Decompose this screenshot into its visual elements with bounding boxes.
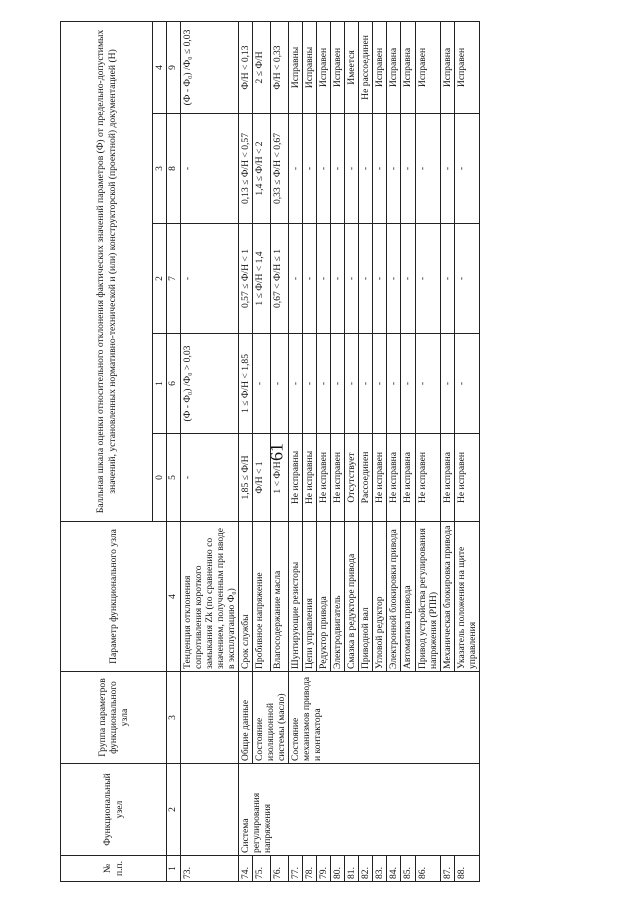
row-param: Пробивное напряжение bbox=[253, 522, 271, 672]
row-score-1: - bbox=[387, 334, 401, 434]
header-score-2: 2 bbox=[153, 224, 167, 334]
row-score-1: (Ф - Ф₀) /Ф₀ > 0,03 bbox=[180, 334, 238, 434]
row-score-1: - bbox=[345, 334, 359, 434]
row-no: 84. bbox=[387, 856, 401, 882]
row-score-1: - bbox=[303, 334, 317, 434]
row-param: Приводной вал bbox=[359, 522, 373, 672]
header-score-3: 3 bbox=[153, 114, 167, 224]
row-score-3: - bbox=[303, 114, 317, 224]
header-score-1: 1 bbox=[153, 334, 167, 434]
colnum-3: 3 bbox=[167, 672, 181, 764]
row-no: 83. bbox=[373, 856, 387, 882]
row-score-4: Ф/Н < 0,13 bbox=[239, 21, 253, 113]
row-score-4: 2 ≤ Ф/Н bbox=[253, 21, 271, 113]
row-no: 86. bbox=[415, 856, 440, 882]
row-score-0: Не исправна bbox=[440, 434, 454, 522]
colnum-6: 6 bbox=[167, 334, 181, 434]
header-score-4: 4 bbox=[153, 21, 167, 113]
row-score-2: - bbox=[289, 224, 303, 334]
row-score-2: - bbox=[454, 224, 479, 334]
row-score-2: - bbox=[373, 224, 387, 334]
row-score-3: - bbox=[289, 114, 303, 224]
row-score-2: - bbox=[359, 224, 373, 334]
row-score-2: - bbox=[345, 224, 359, 334]
row-score-0: Не исправен bbox=[454, 434, 479, 522]
row-score-0: Ф/Н < 1 bbox=[253, 434, 271, 522]
row-score-1: - bbox=[289, 334, 303, 434]
row-score-1: - bbox=[253, 334, 271, 434]
row-score-4: Не рассоединен bbox=[359, 21, 373, 113]
row-score-3: 0,13 ≤ Ф/Н < 0,57 bbox=[239, 114, 253, 224]
row-score-4: Исправен bbox=[317, 21, 331, 113]
assessment-table bbox=[60, 21, 480, 882]
row-group bbox=[180, 672, 238, 764]
row-score-2: 1 ≤ Ф/Н < 1,4 bbox=[253, 224, 271, 334]
row-score-3: - bbox=[373, 114, 387, 224]
row-param: Тенденция отклонения сопротивления короткого замыкания Zk (по сравнению со значением, полученным при вводе в эксплуатацию Ф₀) bbox=[180, 522, 238, 672]
row-score-1: 1 ≤ Ф/Н < 1,85 bbox=[239, 334, 253, 434]
row-score-2: - bbox=[387, 224, 401, 334]
row-score-3: - bbox=[387, 114, 401, 224]
rotated-table-wrapper bbox=[60, 22, 580, 882]
table-row bbox=[253, 21, 271, 881]
row-score-3: - bbox=[440, 114, 454, 224]
row-param: Привод устройства регулирования напряжения (РПН) bbox=[415, 522, 440, 672]
row-score-1: - bbox=[359, 334, 373, 434]
row-score-3: - bbox=[359, 114, 373, 224]
row-score-2: - bbox=[440, 224, 454, 334]
row-score-3: - bbox=[454, 114, 479, 224]
row-score-1: - bbox=[454, 334, 479, 434]
row-score-3: - bbox=[345, 114, 359, 224]
row-param: Срок службы bbox=[239, 522, 253, 672]
row-score-4: Исправны bbox=[303, 21, 317, 113]
row-param: Автоматика привода bbox=[401, 522, 415, 672]
row-score-2: - bbox=[415, 224, 440, 334]
row-score-2: - bbox=[331, 224, 345, 334]
row-group: Общие данные bbox=[239, 672, 253, 764]
row-param: Шунтирующие резисторы bbox=[289, 522, 303, 672]
row-no: 79. bbox=[317, 856, 331, 882]
row-group: Состояние изоляционной системы (масло) bbox=[253, 672, 289, 764]
row-score-0: Отсутствует bbox=[345, 434, 359, 522]
row-score-0: Не исправна bbox=[401, 434, 415, 522]
row-score-0: Не исправен bbox=[373, 434, 387, 522]
row-param: Смазка в редукторе привода bbox=[345, 522, 359, 672]
row-score-4: Ф/Н < 0,33 bbox=[271, 21, 289, 113]
row-score-0: Не исправен bbox=[317, 434, 331, 522]
row-no: 87. bbox=[440, 856, 454, 882]
row-no: 76. bbox=[271, 856, 289, 882]
row-score-4: Исправна bbox=[387, 21, 401, 113]
row-score-1: - bbox=[440, 334, 454, 434]
row-score-1: - bbox=[271, 334, 289, 434]
row-no: 74. bbox=[239, 856, 253, 882]
row-score-3: - bbox=[415, 114, 440, 224]
row-score-0: - bbox=[180, 434, 238, 522]
table-row bbox=[239, 21, 253, 881]
row-score-0: 1,85 ≤ Ф/Н bbox=[239, 434, 253, 522]
row-score-4: Исправен bbox=[454, 21, 479, 113]
header-no: № п.п. bbox=[61, 856, 167, 882]
table-row bbox=[289, 21, 303, 881]
row-param: Электронной блокировки привода bbox=[387, 522, 401, 672]
row-unit: Система регулирования напряжения bbox=[239, 764, 480, 856]
colnum-4: 4 bbox=[167, 522, 181, 672]
row-score-4: Исправен bbox=[331, 21, 345, 113]
row-param: Указатель положения на щите управления bbox=[454, 522, 479, 672]
row-param: Электродвигатель bbox=[331, 522, 345, 672]
header-group: Группа параметров функционального узла bbox=[61, 672, 167, 764]
row-score-4: Исправна bbox=[440, 21, 454, 113]
row-no: 85. bbox=[401, 856, 415, 882]
header-param: Параметр функционального узла bbox=[61, 522, 167, 672]
row-score-4: Исправны bbox=[289, 21, 303, 113]
row-score-3: 0,33 ≤ Ф/Н < 0,67 bbox=[271, 114, 289, 224]
colnum-8: 8 bbox=[167, 114, 181, 224]
row-param: Редуктор привода bbox=[317, 522, 331, 672]
row-score-4: Исправна bbox=[401, 21, 415, 113]
colnum-2: 2 bbox=[167, 764, 181, 856]
row-score-2: - bbox=[401, 224, 415, 334]
table-row bbox=[180, 21, 238, 881]
row-score-4: Исправен bbox=[373, 21, 387, 113]
row-no: 80. bbox=[331, 856, 345, 882]
row-score-4: Имеется bbox=[345, 21, 359, 113]
row-score-2: - bbox=[303, 224, 317, 334]
header-scale: Балльная шкала оценки относительного отклонения фактических значений параметров (Ф) от предельно-допустимых значений, установленных нормативно-технической и (или) конструкторской (проектной) документацией (Н) bbox=[61, 21, 153, 521]
row-score-3: - bbox=[331, 114, 345, 224]
row-param: Механическая блокировка привода bbox=[440, 522, 454, 672]
row-no: 81. bbox=[345, 856, 359, 882]
row-score-0: 1 < Ф/Н bbox=[271, 434, 289, 522]
row-score-1: - bbox=[373, 334, 387, 434]
page-number: 61 bbox=[266, 443, 287, 461]
row-score-0: Не исправны bbox=[303, 434, 317, 522]
row-score-1: - bbox=[401, 334, 415, 434]
row-param: Цепи управления bbox=[303, 522, 317, 672]
row-param: Угловой редуктор bbox=[373, 522, 387, 672]
row-no: 88. bbox=[454, 856, 479, 882]
header-score-0: 0 bbox=[153, 434, 167, 522]
row-score-1: - bbox=[331, 334, 345, 434]
row-param: Влагосодержание масла bbox=[271, 522, 289, 672]
row-score-2: 0,57 ≤ Ф/Н < 1 bbox=[239, 224, 253, 334]
row-score-4: Исправен bbox=[415, 21, 440, 113]
row-score-3: - bbox=[317, 114, 331, 224]
row-no: 75. bbox=[253, 856, 271, 882]
header-unit: Функциональный узел bbox=[61, 764, 167, 856]
colnum-5: 5 bbox=[167, 434, 181, 522]
row-score-2: - bbox=[317, 224, 331, 334]
row-score-2: 0,67 < Ф/Н ≤ 1 bbox=[271, 224, 289, 334]
row-group: Состояние механизмов привода и контактора bbox=[289, 672, 479, 764]
row-score-0: Не исправны bbox=[289, 434, 303, 522]
row-score-0: Рассоединен bbox=[359, 434, 373, 522]
row-score-4: (Ф - Ф₀) /Ф₀ ≤ 0,03 bbox=[180, 21, 238, 113]
row-score-0: Не исправна bbox=[387, 434, 401, 522]
colnum-7: 7 bbox=[167, 224, 181, 334]
row-no: 77. bbox=[289, 856, 303, 882]
row-score-2: - bbox=[180, 224, 238, 334]
row-score-3: 1,4 ≤ Ф/Н < 2 bbox=[253, 114, 271, 224]
row-score-1: - bbox=[415, 334, 440, 434]
row-score-0: Не исправен bbox=[415, 434, 440, 522]
row-score-3: - bbox=[401, 114, 415, 224]
colnum-9: 9 bbox=[167, 21, 181, 113]
row-score-0: Не исправен bbox=[331, 434, 345, 522]
row-no: 73. bbox=[180, 856, 238, 882]
row-score-1: - bbox=[317, 334, 331, 434]
row-no: 82. bbox=[359, 856, 373, 882]
row-unit bbox=[180, 764, 238, 856]
row-score-3: - bbox=[180, 114, 238, 224]
colnum-1: 1 bbox=[167, 856, 181, 882]
row-no: 78. bbox=[303, 856, 317, 882]
